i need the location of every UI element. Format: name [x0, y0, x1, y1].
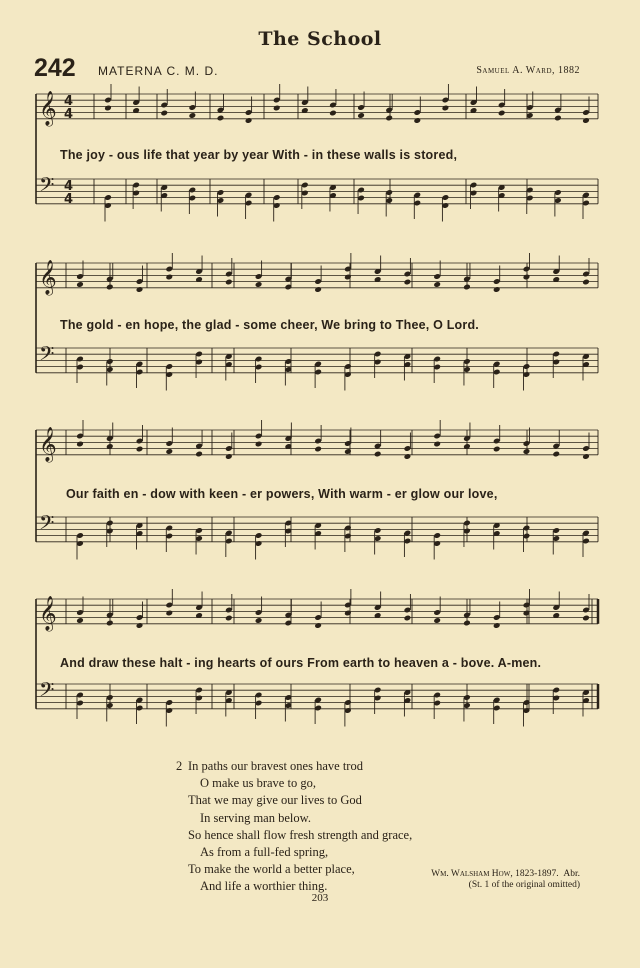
note-head — [195, 451, 203, 458]
note-head — [582, 615, 590, 622]
note-head — [273, 105, 281, 112]
note-head — [76, 281, 84, 288]
note-head — [582, 279, 590, 286]
time-signature-top: 4 — [64, 179, 74, 194]
note-head — [433, 441, 441, 448]
note-head — [245, 117, 253, 124]
note-head — [189, 112, 197, 119]
note-head — [463, 284, 471, 291]
hymn-title: The School — [258, 28, 382, 50]
note-head — [76, 617, 84, 624]
treble-clef-icon: 𝄞 — [39, 260, 57, 295]
bass-clef-icon: 𝄢 — [39, 342, 55, 370]
note-head — [344, 448, 352, 455]
note-head — [582, 117, 590, 124]
note-head — [442, 105, 450, 112]
note-head — [344, 610, 352, 617]
lyric-line-1: The joy - ous life that year by year With - in these walls is stored, — [60, 148, 458, 162]
note-head — [433, 281, 441, 288]
note-head — [225, 615, 233, 622]
page-number: 203 — [311, 892, 329, 904]
time-signature-bottom: 4 — [64, 192, 74, 207]
bass-clef-icon: 𝄢 — [39, 173, 55, 201]
note-head — [314, 286, 322, 293]
note-head — [404, 279, 412, 286]
stanza-line: So hence shall flow fresh strength and grace, — [188, 827, 413, 842]
note-head — [493, 622, 501, 629]
note-head — [160, 110, 168, 117]
note-head — [523, 448, 531, 455]
note-head — [255, 441, 263, 448]
stanza-line: In serving man below. — [200, 810, 311, 825]
note-head — [582, 453, 590, 460]
note-head — [413, 117, 421, 124]
note-head — [493, 286, 501, 293]
note-head — [344, 274, 352, 281]
note-head — [404, 453, 412, 460]
lyric-line-4: And draw these halt - ing hearts of ours From earth to heaven a - bove. A-men. — [60, 656, 542, 670]
tune-name: MATERNA C. M. D. — [98, 64, 219, 78]
note-head — [106, 620, 114, 627]
time-signature-bottom: 4 — [64, 107, 74, 122]
note-head — [357, 112, 365, 119]
bass-clef-icon: 𝄢 — [39, 511, 55, 539]
note-head — [433, 617, 441, 624]
lyric-line-3: Our faith en - dow with keen - er powers, With warm - er glow our love, — [66, 487, 498, 501]
note-head — [136, 622, 144, 629]
treble-clef-icon: 𝄞 — [39, 596, 57, 631]
stanza-number: 2 — [176, 759, 183, 773]
stanza-2 — [176, 758, 412, 896]
stanza-line: That we may give our lives to God — [188, 793, 362, 808]
composer-credit: Samuel A. Ward, 1882 — [476, 65, 580, 76]
treble-clef-icon: 𝄞 — [39, 427, 57, 462]
stanza-line: To make the world a better place, — [188, 862, 355, 877]
note-head — [255, 281, 263, 288]
note-head — [225, 279, 233, 286]
lyric-line-2: The gold - en hope, the glad - some cheer, We bring to Thee, O Lord. — [60, 318, 479, 332]
author-credit: Wm. Walsham How, 1823-1897. Abr. (St. 1 of the original omitted) — [431, 869, 580, 890]
note-head — [165, 610, 173, 617]
note-head — [498, 110, 506, 117]
note-head — [217, 115, 225, 122]
note-head — [552, 451, 560, 458]
note-head — [314, 622, 322, 629]
note-head — [523, 274, 531, 281]
stanza-line: As from a full-fed spring, — [200, 845, 329, 860]
note-head — [165, 274, 173, 281]
stanza-line: And life a worthier thing. — [200, 879, 328, 894]
time-signature-top: 4 — [64, 94, 74, 109]
note-head — [404, 615, 412, 622]
note-head — [76, 441, 84, 448]
note-head — [329, 110, 337, 117]
bass-clef-icon: 𝄢 — [39, 678, 55, 706]
note-head — [554, 115, 562, 122]
treble-clef-icon: 𝄞 — [39, 91, 57, 126]
note-head — [106, 284, 114, 291]
note-head — [385, 115, 393, 122]
note-head — [136, 446, 144, 453]
note-head — [493, 446, 501, 453]
stanza-line: 2 In paths our bravest ones have trod — [176, 758, 412, 775]
note-head — [165, 448, 173, 455]
note-head — [374, 451, 382, 458]
note-head — [136, 286, 144, 293]
note-head — [104, 105, 112, 112]
note-head — [314, 446, 322, 453]
note-head — [225, 453, 233, 460]
stanza-line: O make us brave to go, — [200, 776, 316, 791]
note-head — [463, 620, 471, 627]
note-head — [255, 617, 263, 624]
hymn-number: 242 — [34, 54, 76, 82]
